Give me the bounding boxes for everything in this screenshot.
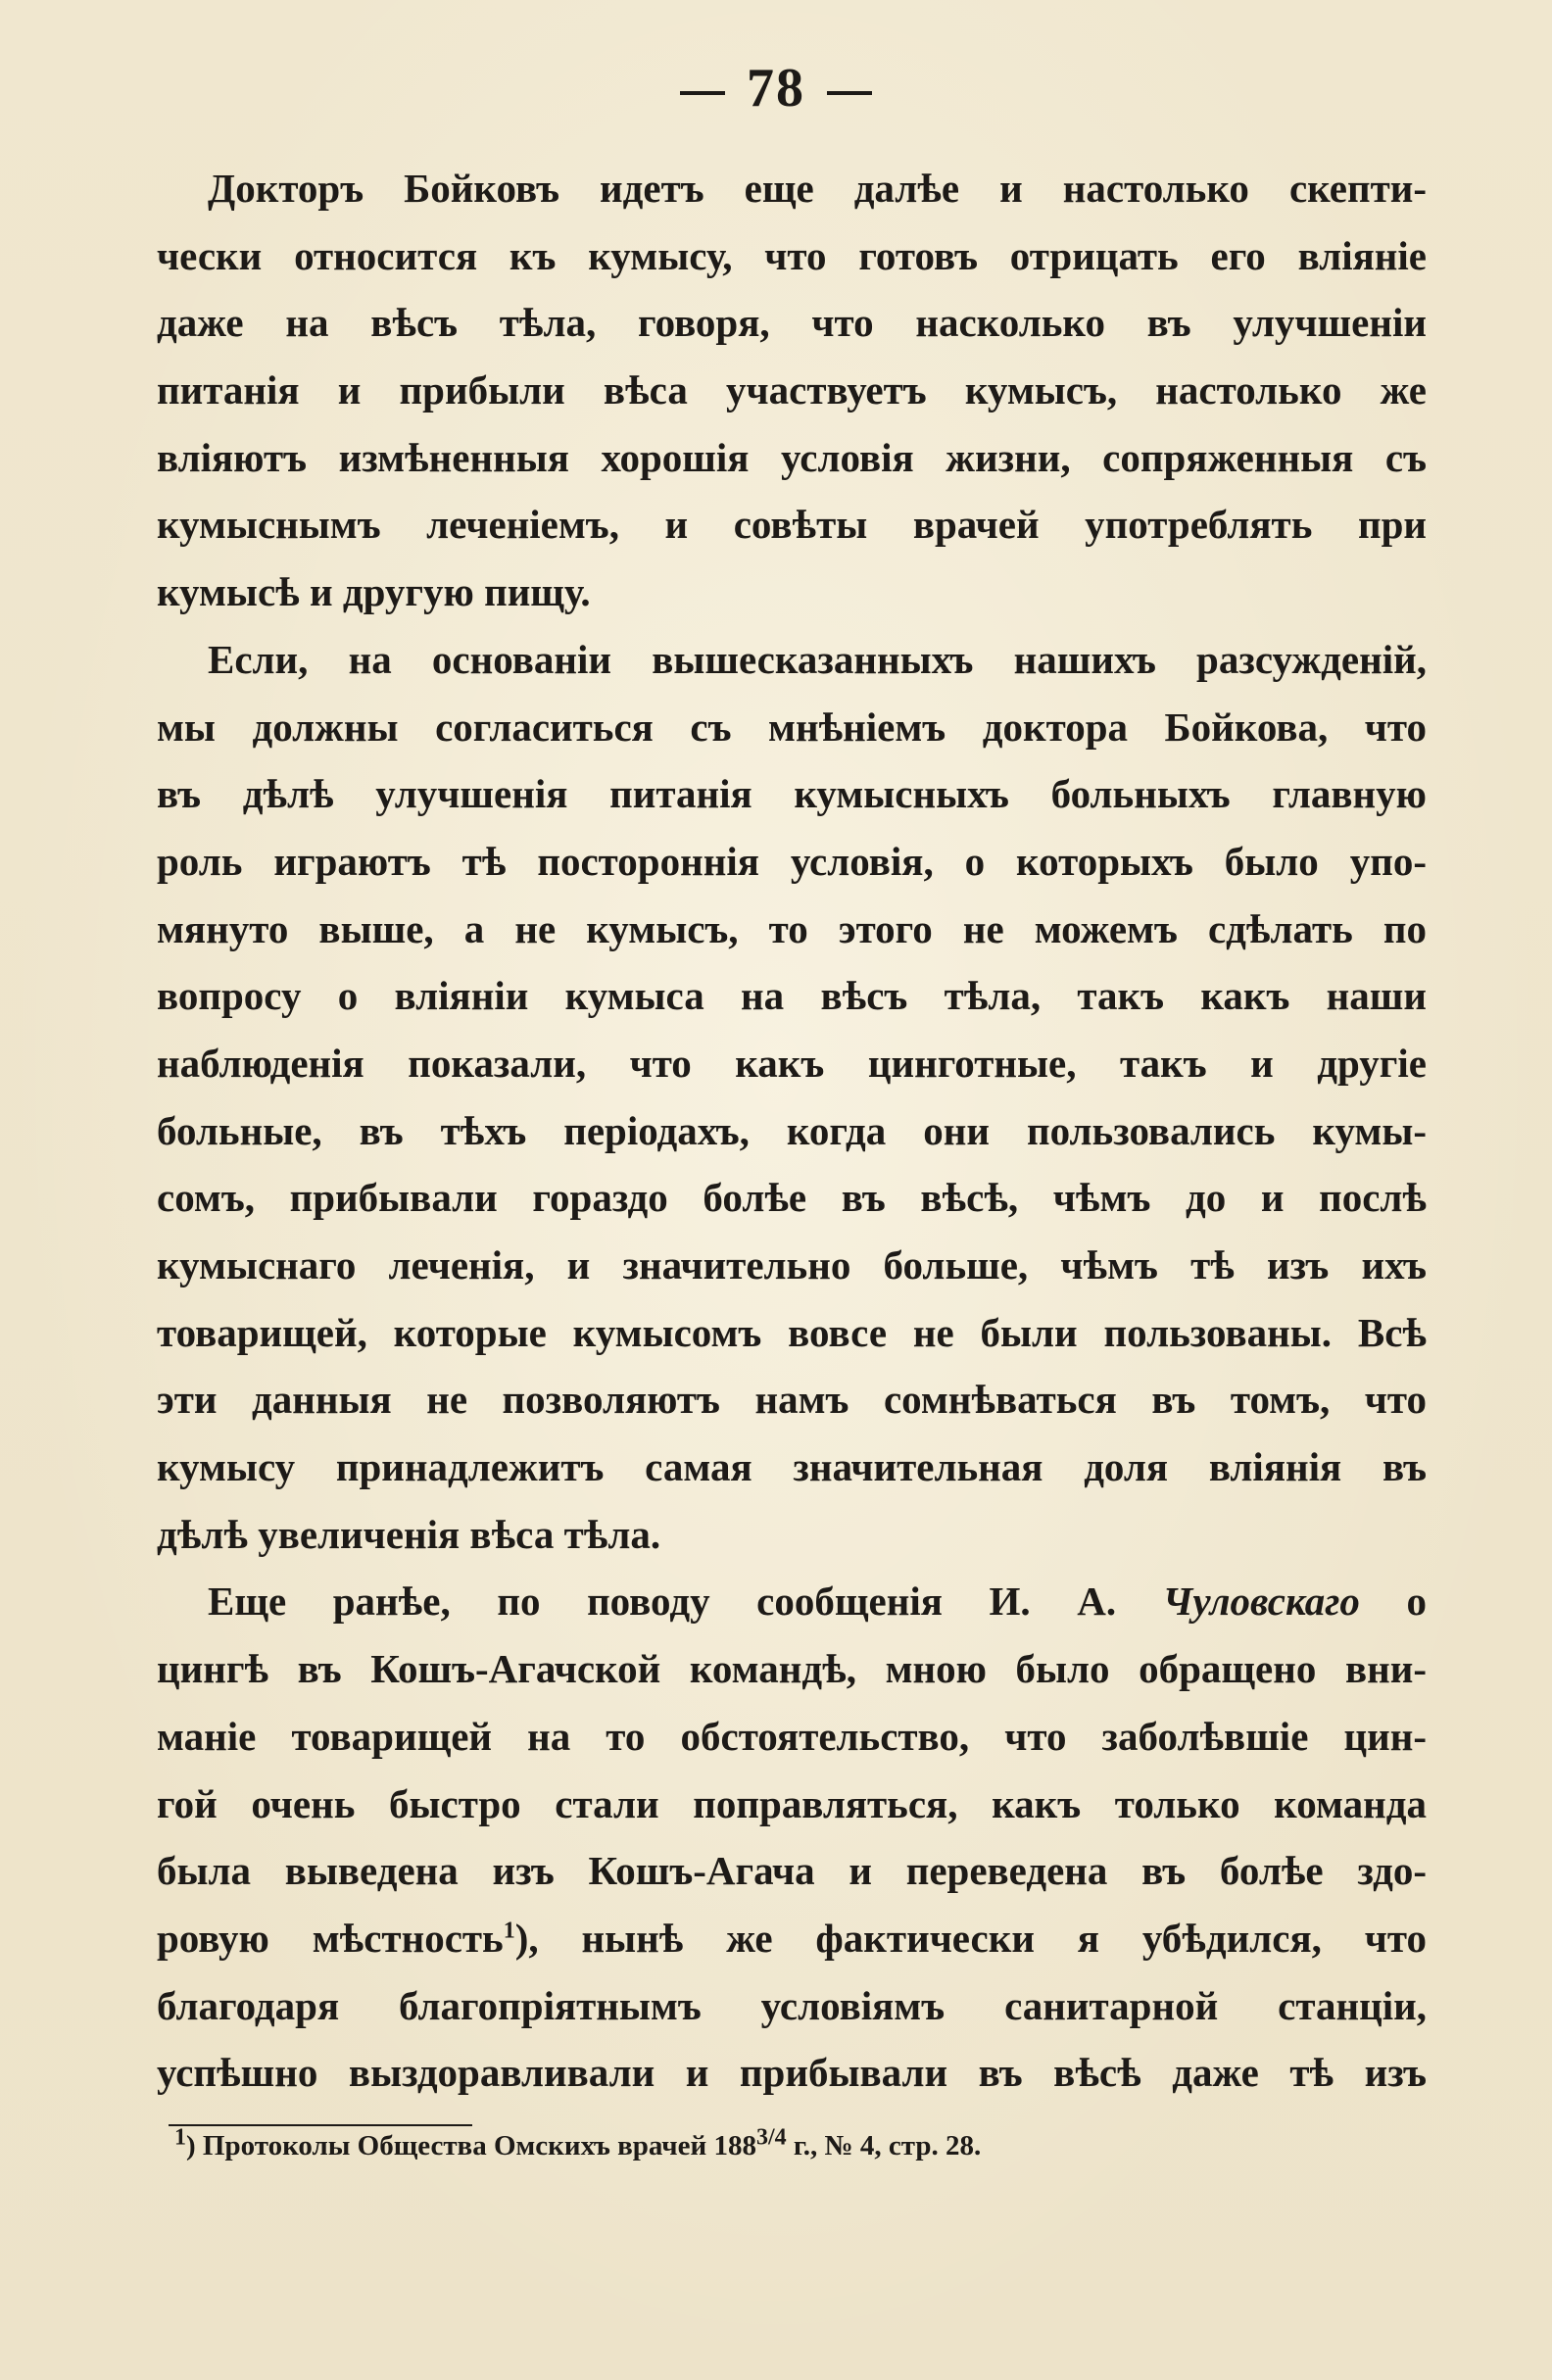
footnote-reference: 1 [503, 1918, 515, 1944]
body-text [157, 155, 1427, 2107]
text-segment: Еще ранѣе, по поводу сообщенія И. А. [208, 1579, 1163, 1625]
text-line: успѣшно выздоравливали и прибывали въ вѣсѣ даже тѣ изъ [157, 2050, 1427, 2096]
text-line: гой очень быстро стали поправляться, какъ только команда [157, 1780, 1427, 1826]
text-line: чески относится къ кумысу, что готовъ отрицать его вліяніе [157, 232, 1427, 278]
text-line: цингѣ въ Кошъ-Агачской командѣ, мною было обращено вни- [157, 1646, 1427, 1692]
italic-surname: Чуловскаго [1162, 1579, 1360, 1625]
text-segment: о [1359, 1579, 1427, 1625]
page-number-value: 78 [747, 58, 805, 119]
footnote-year-fraction: 3/4 [755, 2124, 787, 2151]
text-line: наблюденія показали, что какъ цинготные, такъ и другіе [157, 1040, 1427, 1086]
text-line: питанія и прибыли вѣса участвуетъ кумысъ, настолько же [157, 367, 1427, 413]
text-line: кумыснаго леченія, и значительно больше, чѣмъ тѣ изъ ихъ [157, 1242, 1427, 1287]
text-line: сомъ, прибывали гораздо болѣе въ вѣсѣ, чѣмъ до и послѣ [157, 1175, 1427, 1221]
text-line: вопросу о вліяніи кумыса на вѣсъ тѣла, такъ какъ наши [157, 973, 1427, 1019]
text-line: Докторъ Бойковъ идетъ еще далѣе и настолько скепти- [208, 166, 1427, 211]
footnote-rest: г., № 4, стр. 28. [786, 2130, 982, 2161]
text-line: вліяютъ измѣненныя хорошія условія жизни, сопряженныя съ [157, 434, 1427, 480]
footnote [174, 2124, 1350, 2162]
text-line: благодаря благопріятнымъ условіямъ санитарной станціи, [157, 1982, 1427, 2028]
footnote-marker: 1 [174, 2124, 186, 2151]
page-number [0, 57, 1552, 120]
text-line: кумыснымъ леченіемъ, и совѣты врачей употреблять при [157, 502, 1427, 548]
text-line: мянуто выше, а не кумысъ, то этого не можемъ сдѣлать по [157, 905, 1427, 951]
text-line-with-footnote-ref [157, 1905, 1427, 1972]
text-line: дѣлѣ увеличенія вѣса тѣла. [157, 1511, 661, 1557]
text-line: даже на вѣсъ тѣла, говоря, что насколько въ улучшеніи [157, 300, 1427, 346]
text-line: больные, въ тѣхъ періодахъ, когда они пользовались кумы- [157, 1107, 1427, 1153]
footnote-divider [169, 2124, 472, 2126]
text-segment: ), нынѣ же фактически я убѣдился, что [514, 1915, 1427, 1961]
footnote-text: ) Протоколы Общества Омскихъ врачей 188 [186, 2130, 756, 2161]
text-line-with-name [157, 1568, 1427, 1635]
text-line: кумысу принадлежитъ самая значительная доля вліянія въ [157, 1444, 1427, 1490]
text-line: въ дѣлѣ улучшенія питанія кумысныхъ больныхъ главную [157, 771, 1427, 817]
text-line: товарищей, которые кумысомъ вовсе не были пользованы. Всѣ [157, 1309, 1427, 1355]
right-dash [827, 91, 872, 95]
text-line: была выведена изъ Кошъ-Агача и переведена въ болѣе здо- [157, 1848, 1427, 1894]
text-line: мы должны согласиться съ мнѣніемъ доктора Бойкова, что [157, 704, 1427, 750]
text-line: роль играютъ тѣ постороннія условія, о которыхъ было упо- [157, 838, 1427, 884]
text-line: эти данныя не позволяютъ намъ сомнѣваться въ томъ, что [157, 1377, 1427, 1423]
text-segment: ровую мѣстность [157, 1915, 504, 1961]
text-line: Если, на основаніи вышесказанныхъ нашихъ разсужденій, [208, 636, 1427, 682]
text-line: маніе товарищей на то обстоятельство, что заболѣвшіе цин- [157, 1713, 1427, 1759]
left-dash [680, 91, 725, 95]
text-line: кумысѣ и другую пищу. [157, 569, 591, 615]
